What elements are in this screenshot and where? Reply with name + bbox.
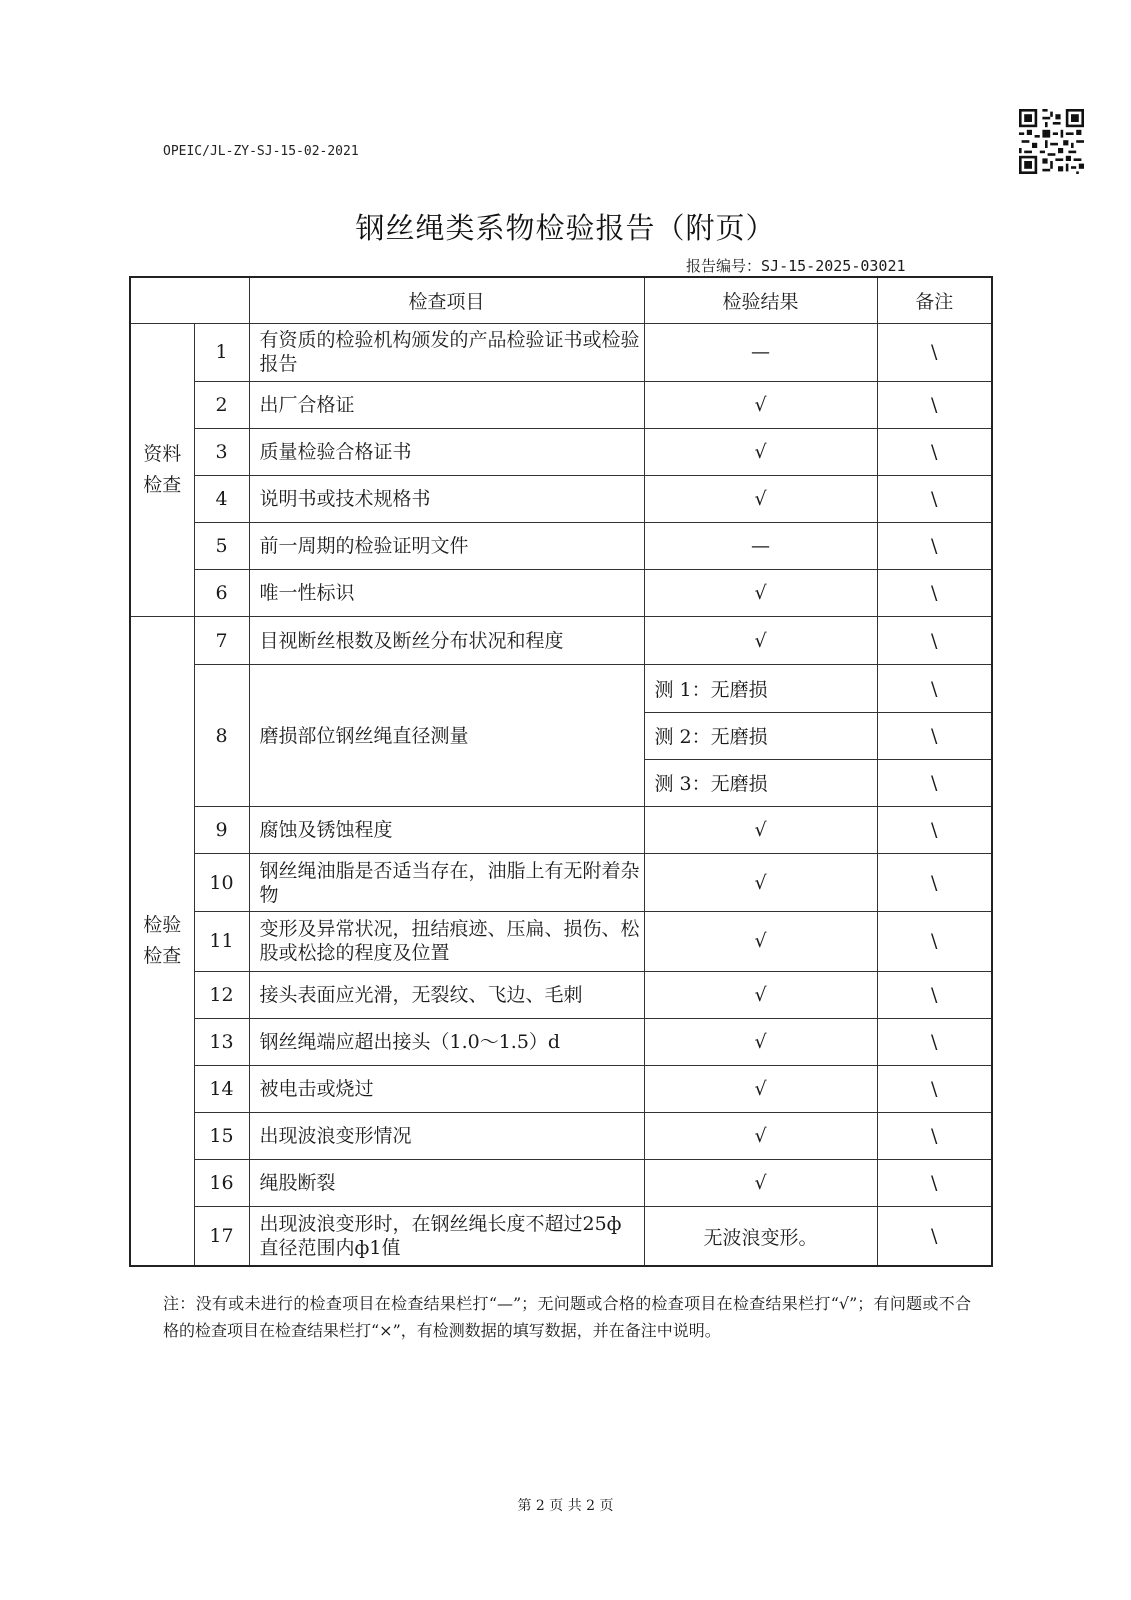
row-item: 目视断丝根数及断丝分布状况和程度: [249, 617, 644, 665]
row-item: 变形及异常状况，扭结痕迹、压扁、损伤、松股或松捻的程度及位置: [249, 912, 644, 971]
row-result: √: [644, 1112, 877, 1159]
row-number: 5: [194, 523, 249, 570]
table-row: [130, 853, 992, 911]
row-remark: \: [877, 570, 992, 617]
row-item: 出厂合格证: [249, 381, 644, 428]
table-row: [130, 1018, 992, 1065]
table-row: [130, 806, 992, 853]
row-number: 10: [194, 853, 249, 911]
row-item: 唯一性标识: [249, 570, 644, 617]
row-remark: \: [877, 912, 992, 971]
header-result: 检验结果: [644, 277, 877, 323]
row-remark: \: [877, 1112, 992, 1159]
header-item: 检查项目: [249, 277, 644, 323]
table-row: [130, 323, 992, 381]
row-result-measure-2: 测 2：无磨损: [644, 712, 877, 759]
row-result: √: [644, 1065, 877, 1112]
row-number: 9: [194, 806, 249, 853]
row-result: √: [644, 1159, 877, 1206]
inspection-table: [129, 276, 993, 1267]
row-remark: \: [877, 1065, 992, 1112]
report-number-label: 报告编号：: [686, 257, 762, 275]
row-number: 1: [194, 323, 249, 381]
row-result: 无波浪变形。: [644, 1207, 877, 1266]
report-number: [686, 255, 906, 276]
table-row: [130, 570, 992, 617]
row-number: 7: [194, 617, 249, 665]
row-remark: \: [877, 1159, 992, 1206]
row-result: √: [644, 1018, 877, 1065]
row-number: 17: [194, 1207, 249, 1266]
table-row: [130, 429, 992, 476]
table-row: [130, 1065, 992, 1112]
row-number: 11: [194, 912, 249, 971]
report-number-value: SJ-15-2025-03021: [761, 257, 906, 275]
row-result: √: [644, 912, 877, 971]
table-row: [130, 665, 992, 712]
row-item: 前一周期的检验证明文件: [249, 523, 644, 570]
row-item: 出现波浪变形情况: [249, 1112, 644, 1159]
row-item: 有资质的检验机构颁发的产品检验证书或检验报告: [249, 323, 644, 381]
row-number: 3: [194, 429, 249, 476]
row-item: 钢丝绳油脂是否适当存在，油脂上有无附着杂物: [249, 853, 644, 911]
row-number: 13: [194, 1018, 249, 1065]
row-remark: \: [877, 429, 992, 476]
page-number: 第 2 页 共 2 页: [517, 1498, 614, 1514]
category-inspection-check: 检验 检查: [130, 617, 194, 1266]
row-result: √: [644, 381, 877, 428]
row-number: 8: [194, 665, 249, 806]
row-item: 钢丝绳端应超出接头（1.0～1.5）d: [249, 1018, 644, 1065]
table-row: [130, 1159, 992, 1206]
footnote: 注：没有或未进行的检查项目在检查结果栏打“—”；无问题或合格的检查项目在检查结果栏打“√”；有问题或不合格的检查项目在检查结果栏打“×”，有检测数据的填写数据，并在备注中说明。: [163, 1294, 971, 1340]
table-row: [130, 617, 992, 665]
header-blank-cell: [130, 277, 249, 323]
row-item: 磨损部位钢丝绳直径测量: [249, 665, 644, 806]
row-remark: \: [877, 381, 992, 428]
table-row: [130, 1207, 992, 1266]
row-item: 腐蚀及锈蚀程度: [249, 806, 644, 853]
row-remark: \: [877, 665, 992, 712]
table-header-row: [130, 277, 992, 323]
row-remark: \: [877, 971, 992, 1018]
row-item: 质量检验合格证书: [249, 429, 644, 476]
row-result: √: [644, 853, 877, 911]
row-number: 4: [194, 476, 249, 523]
row-remark: \: [877, 1018, 992, 1065]
row-remark: \: [877, 853, 992, 911]
table-row: [130, 1112, 992, 1159]
report-title: 钢丝绳类系物检验报告（附页）: [355, 211, 776, 245]
document-code: OPEIC/JL-ZY-SJ-15-02-2021: [163, 144, 359, 159]
row-number: 14: [194, 1065, 249, 1112]
header-remark: 备注: [877, 277, 992, 323]
row-result: —: [644, 523, 877, 570]
row-remark: \: [877, 712, 992, 759]
category-docs-check: 资料 检查: [130, 323, 194, 617]
row-remark: \: [877, 323, 992, 381]
row-item: 绳股断裂: [249, 1159, 644, 1206]
row-remark: \: [877, 617, 992, 665]
row-number: 6: [194, 570, 249, 617]
table-row: [130, 381, 992, 428]
row-remark: \: [877, 1207, 992, 1266]
row-item: 说明书或技术规格书: [249, 476, 644, 523]
table-row: [130, 476, 992, 523]
row-result: √: [644, 429, 877, 476]
row-result: √: [644, 570, 877, 617]
row-remark: \: [877, 523, 992, 570]
row-result: √: [644, 971, 877, 1018]
row-result-measure-3: 测 3：无磨损: [644, 759, 877, 806]
row-result: √: [644, 617, 877, 665]
row-result: —: [644, 323, 877, 381]
qr-code-icon: [1019, 109, 1084, 174]
row-number: 16: [194, 1159, 249, 1206]
row-item: 接头表面应光滑，无裂纹、飞边、毛刺: [249, 971, 644, 1018]
row-result-measure-1: 测 1：无磨损: [644, 665, 877, 712]
row-item: 被电击或烧过: [249, 1065, 644, 1112]
row-result: √: [644, 476, 877, 523]
table-row: [130, 971, 992, 1018]
row-number: 15: [194, 1112, 249, 1159]
row-item: 出现波浪变形时，在钢丝绳长度不超过25ф直径范围内ф1值: [249, 1207, 644, 1266]
row-remark: \: [877, 476, 992, 523]
row-number: 12: [194, 971, 249, 1018]
row-number: 2: [194, 381, 249, 428]
row-remark: \: [877, 759, 992, 806]
table-row: [130, 912, 992, 971]
table-row: [130, 523, 992, 570]
row-result: √: [644, 806, 877, 853]
row-remark: \: [877, 806, 992, 853]
